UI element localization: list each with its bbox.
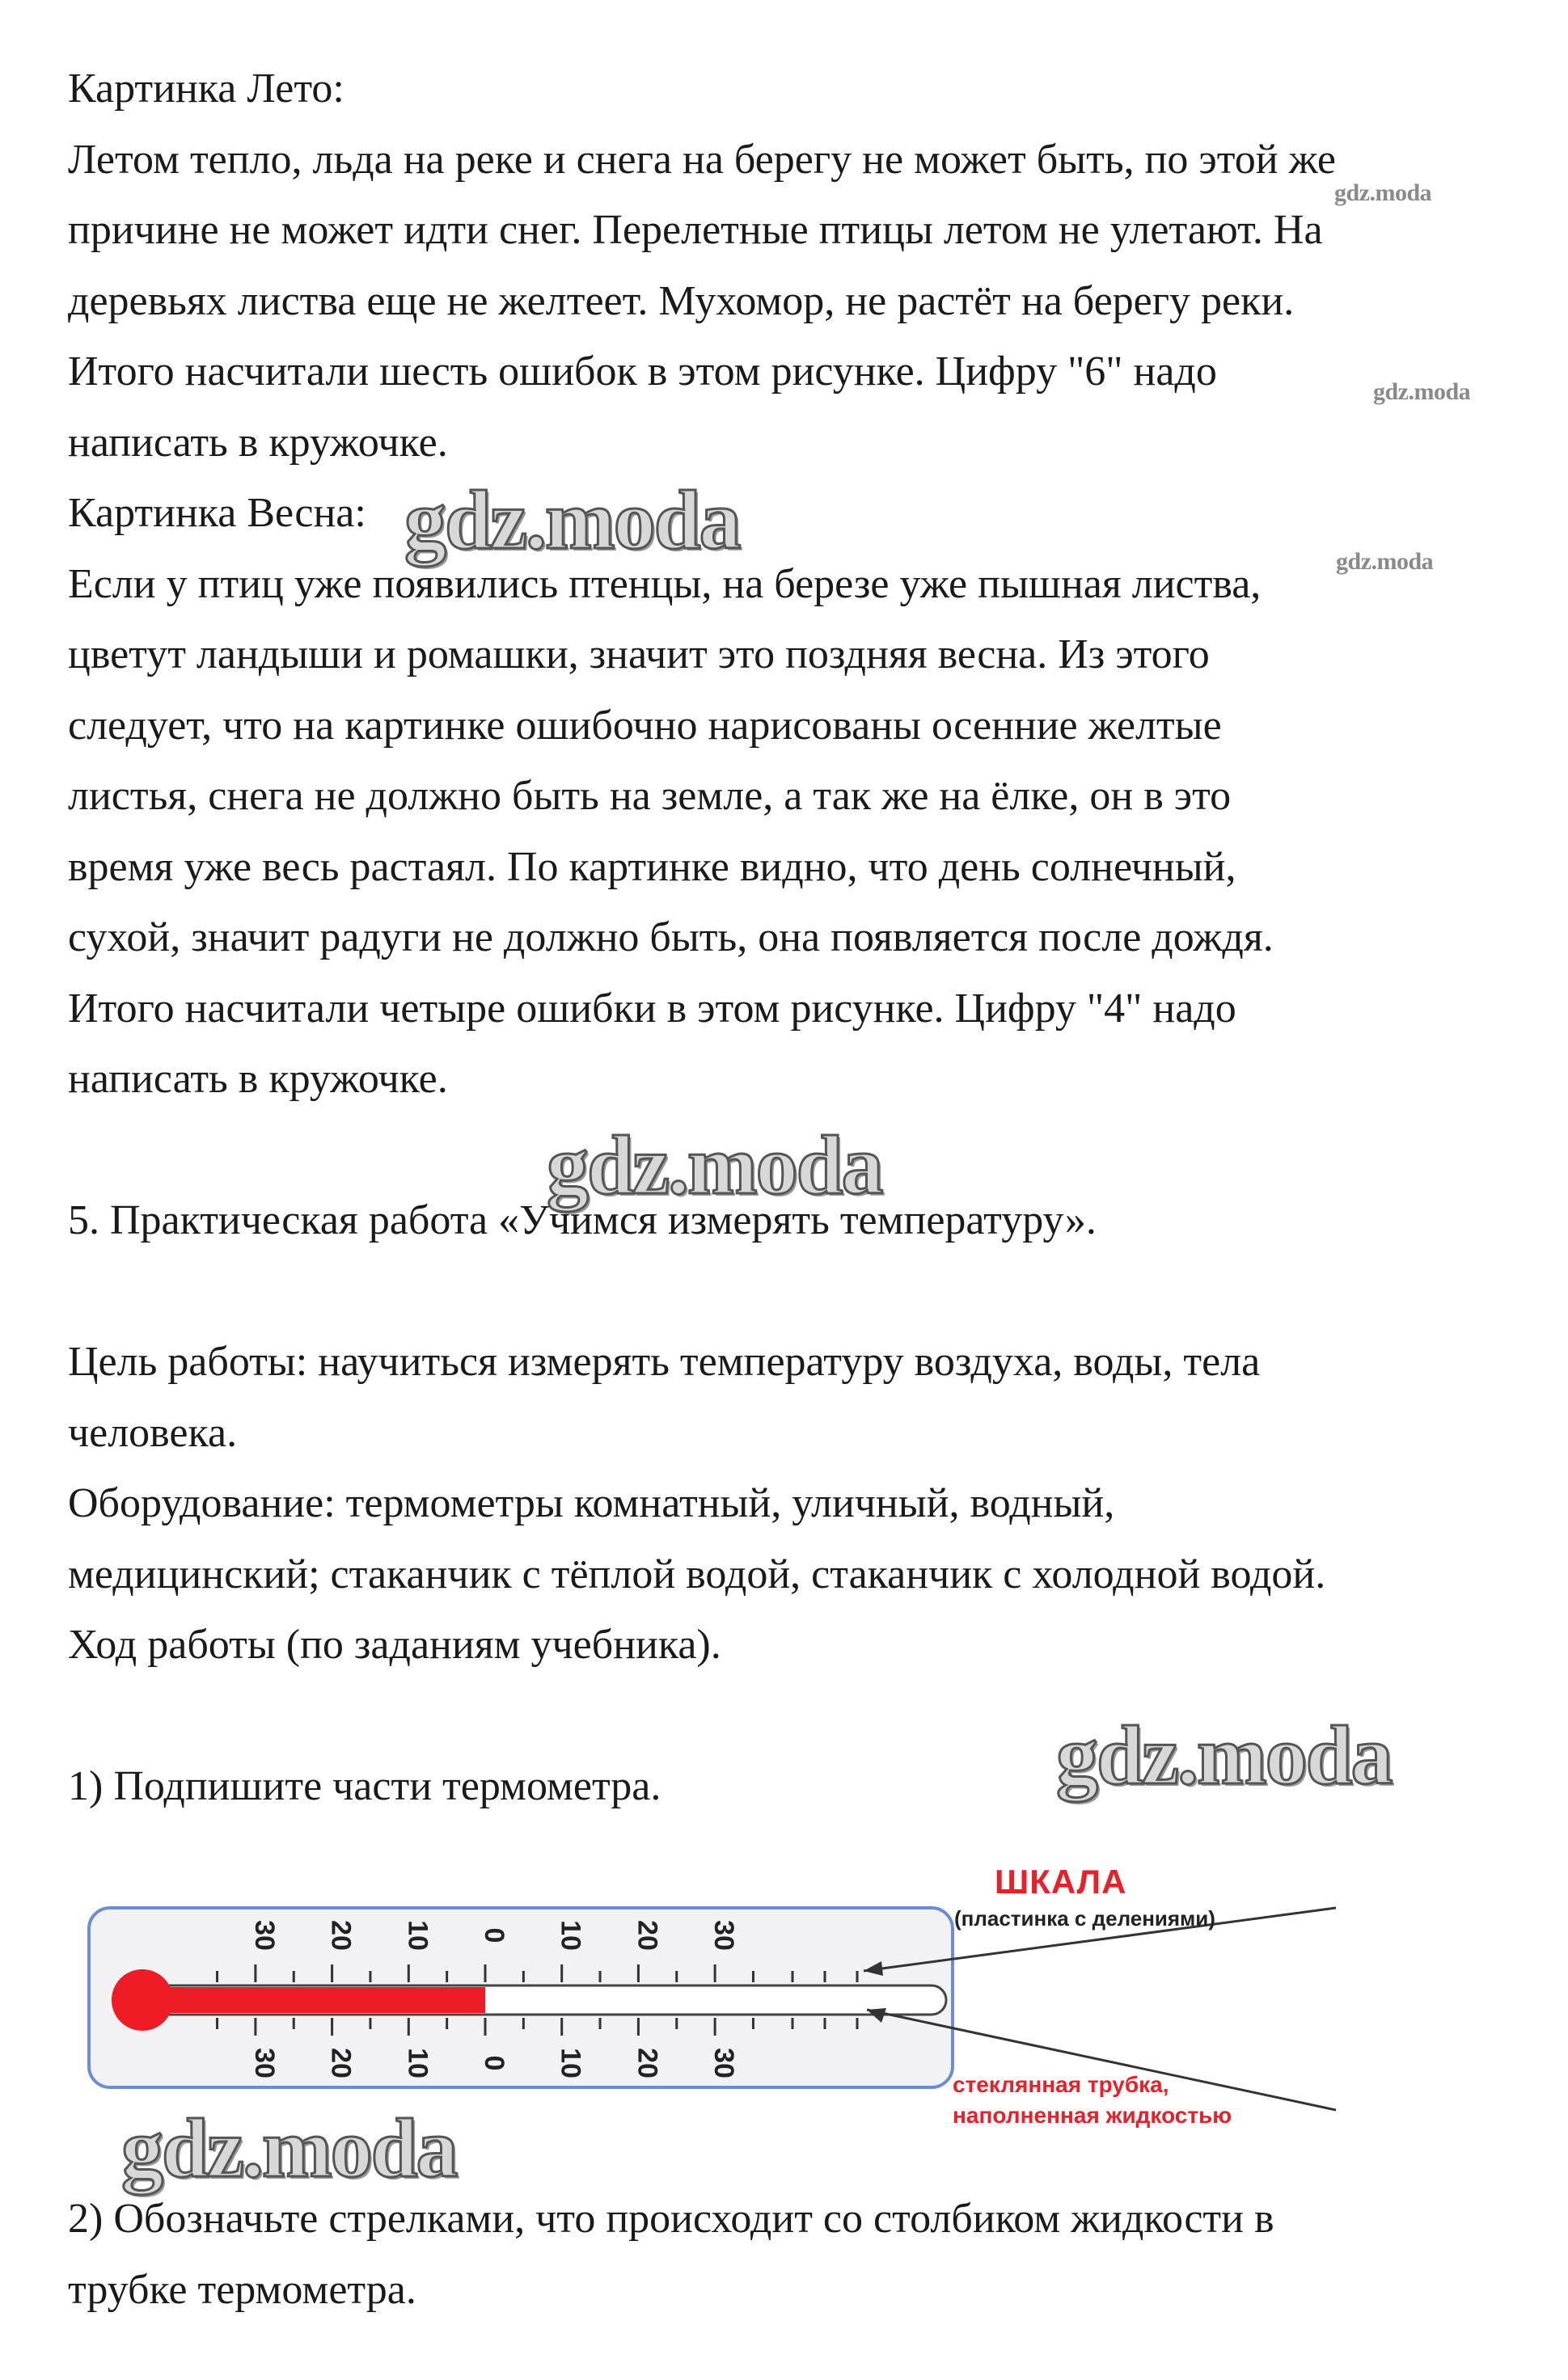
- tube-label-line1: стеклянная трубка,: [953, 2072, 1169, 2097]
- text-line: медицинский; стаканчик с тёплой водой, стаканчик с холодной водой.: [68, 1551, 1326, 1597]
- text-line: цветут ландыши и ромашки, значит это поздняя весна. Из этого: [68, 631, 1210, 677]
- tube-label-line2: наполненная жидкостью: [953, 2103, 1232, 2128]
- scale-subtitle: (пластинка с делениями): [954, 1906, 1215, 1931]
- text-line: написать в кружочке.: [68, 419, 448, 466]
- watermark-large: gdz.moda: [547, 1119, 882, 1212]
- upper-scale-number: 30: [248, 1920, 280, 1951]
- upper-scale-number: 30: [708, 1920, 740, 1951]
- text-line: время уже весь растаял. По картинке видно, что день солнечный,: [68, 843, 1236, 890]
- upper-scale-number: 10: [555, 1920, 586, 1951]
- text-line: следует, что на картинке ошибочно нарисованы осенние желтые: [68, 702, 1222, 749]
- watermark-large: gdz.moda: [404, 474, 740, 567]
- text-line: человека.: [68, 1409, 238, 1456]
- task-1: 1) Подпишите части термометра.: [68, 1763, 661, 1809]
- text-line: написать в кружочке.: [68, 1056, 448, 1102]
- upper-scale-number: 20: [325, 1920, 357, 1951]
- watermark-small: gdz.moda: [1334, 179, 1432, 206]
- text-line: листья, снега не должно быть на земле, а так же на ёлке, он в это: [68, 773, 1232, 819]
- text-line: Если у птиц уже появились птенцы, на березе уже пышная листва,: [68, 560, 1262, 607]
- document-body-after: [68, 2184, 1524, 2325]
- text-line: Ход работы (по заданиям учебника).: [68, 1622, 721, 1668]
- lower-scale-number: 20: [325, 2048, 357, 2078]
- task-2: 2) Обозначьте стрелками, что происходит со столбиком жидкости в: [68, 2196, 1274, 2242]
- text-line: Картинка Лето:: [68, 65, 344, 112]
- watermark-large: gdz.moda: [1056, 1709, 1392, 1802]
- text-line: Цель работы: научиться измерять температуру воздуха, воды, тела: [68, 1339, 1261, 1385]
- watermark-large: gdz.moda: [121, 2102, 457, 2195]
- text-line: деревьях листва еще не желтеет. Мухомор, не растёт на берегу реки.: [68, 277, 1295, 324]
- blank-line: [68, 1256, 1524, 1327]
- document-body: [68, 53, 1524, 1822]
- upper-scale-number: 0: [479, 1927, 509, 1943]
- section-heading: 5. Практическая работа «Учимся измерять температуру».: [68, 1197, 1097, 1243]
- text-line: Оборудование: термометры комнатный, уличный, водный,: [68, 1480, 1115, 1526]
- watermark-small: gdz.moda: [1373, 378, 1471, 405]
- lower-scale-number: 10: [402, 2048, 433, 2078]
- upper-scale-number: 20: [632, 1920, 663, 1951]
- lower-scale-number: 10: [555, 2048, 586, 2078]
- text-line: Итого насчитали шесть ошибок в этом рисунке. Цифру "6" надо: [68, 348, 1217, 395]
- lower-scale-number: 20: [632, 2048, 663, 2078]
- lower-scale-number: 30: [248, 2048, 280, 2078]
- text-line: Итого насчитали четыре ошибки в этом рисунке. Цифру "4" надо: [68, 985, 1236, 1032]
- text-line: Картинка Весна:: [68, 490, 366, 536]
- text-line: трубке термометра.: [68, 2266, 416, 2313]
- lower-scale-number: 0: [479, 2055, 509, 2071]
- watermark-small: gdz.moda: [1336, 548, 1434, 575]
- upper-scale-number: 10: [402, 1920, 433, 1951]
- scale-title: ШКАЛА: [995, 1863, 1127, 1901]
- text-line: причине не может идти снег. Перелетные птицы летом не улетают. На: [68, 207, 1323, 253]
- text-line: сухой, значит радуги не должно быть, она появляется после дождя.: [68, 914, 1274, 960]
- liquid-column: [142, 1987, 485, 2013]
- lower-scale-number: 30: [708, 2048, 740, 2078]
- text-line: Летом тепло, льда на реке и снега на берегу не может быть, по этой же: [68, 136, 1336, 183]
